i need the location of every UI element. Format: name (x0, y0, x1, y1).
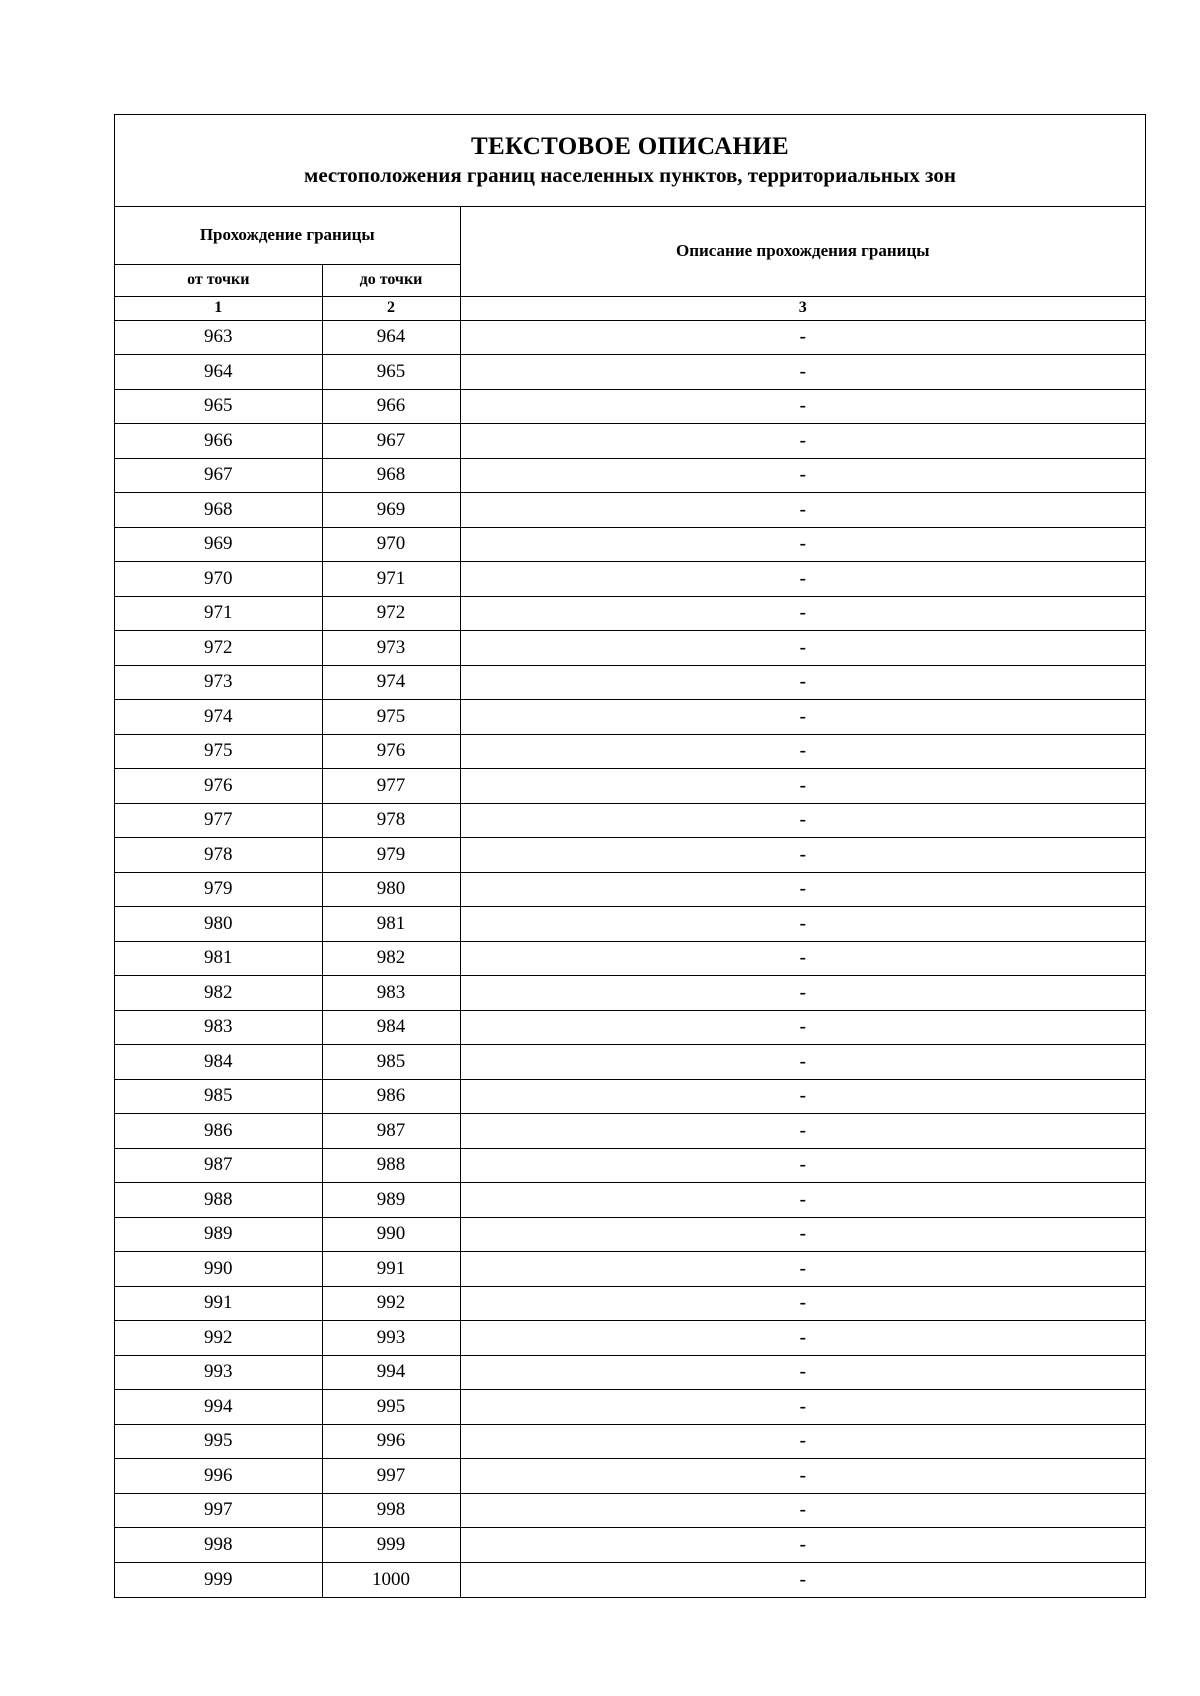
description-cell: - (460, 458, 1145, 493)
to-point-cell: 994 (322, 1355, 460, 1390)
to-point-cell: 966 (322, 389, 460, 424)
from-point-cell: 965 (115, 389, 322, 424)
description-cell: - (460, 734, 1145, 769)
table-row (115, 562, 1145, 597)
header-from-point: от точки (115, 264, 322, 296)
from-point-cell: 977 (115, 803, 322, 838)
table-row (115, 1355, 1145, 1390)
to-point-cell: 976 (322, 734, 460, 769)
to-point-cell: 974 (322, 665, 460, 700)
to-point-cell: 968 (322, 458, 460, 493)
description-cell: - (460, 700, 1145, 735)
from-point-cell: 968 (115, 493, 322, 528)
from-point-cell: 971 (115, 596, 322, 631)
from-point-cell: 999 (115, 1562, 322, 1597)
to-point-cell: 971 (322, 562, 460, 597)
table-row (115, 424, 1145, 459)
column-number-3: 3 (460, 296, 1145, 320)
table-row (115, 1183, 1145, 1218)
table-row (115, 1217, 1145, 1252)
table-row (115, 389, 1145, 424)
from-point-cell: 969 (115, 527, 322, 562)
description-cell: - (460, 596, 1145, 631)
table-row (115, 1252, 1145, 1287)
description-cell: - (460, 769, 1145, 804)
from-point-cell: 985 (115, 1079, 322, 1114)
table-body (115, 320, 1145, 1597)
description-cell: - (460, 1286, 1145, 1321)
to-point-cell: 983 (322, 976, 460, 1011)
from-point-cell: 975 (115, 734, 322, 769)
description-cell: - (460, 803, 1145, 838)
to-point-cell: 969 (322, 493, 460, 528)
column-number-2: 2 (322, 296, 460, 320)
table-row (115, 1286, 1145, 1321)
to-point-cell: 975 (322, 700, 460, 735)
description-cell: - (460, 1459, 1145, 1494)
from-point-cell: 978 (115, 838, 322, 873)
table-row (115, 1390, 1145, 1425)
to-point-cell: 995 (322, 1390, 460, 1425)
description-cell: - (460, 562, 1145, 597)
table-row (115, 1424, 1145, 1459)
from-point-cell: 973 (115, 665, 322, 700)
table-row (115, 527, 1145, 562)
table-row (115, 665, 1145, 700)
table-row (115, 458, 1145, 493)
table-row (115, 1493, 1145, 1528)
table-row (115, 1459, 1145, 1494)
to-point-cell: 982 (322, 941, 460, 976)
description-cell: - (460, 976, 1145, 1011)
from-point-cell: 998 (115, 1528, 322, 1563)
description-cell: - (460, 424, 1145, 459)
from-point-cell: 989 (115, 1217, 322, 1252)
document-title: ТЕКСТОВОЕ ОПИСАНИЕ (471, 133, 789, 160)
description-cell: - (460, 941, 1145, 976)
header-boundary-passage: Прохождение границы (115, 207, 460, 264)
boundary-description-document (114, 114, 1146, 1598)
from-point-cell: 988 (115, 1183, 322, 1218)
from-point-cell: 970 (115, 562, 322, 597)
to-point-cell: 964 (322, 320, 460, 355)
table-header (115, 207, 1145, 320)
to-point-cell: 987 (322, 1114, 460, 1149)
description-cell: - (460, 872, 1145, 907)
column-number-1: 1 (115, 296, 322, 320)
description-cell: - (460, 493, 1145, 528)
header-to-point: до точки (322, 264, 460, 296)
from-point-cell: 993 (115, 1355, 322, 1390)
description-cell: - (460, 389, 1145, 424)
description-cell: - (460, 838, 1145, 873)
table-row (115, 872, 1145, 907)
description-cell: - (460, 1114, 1145, 1149)
to-point-cell: 999 (322, 1528, 460, 1563)
table-row (115, 803, 1145, 838)
table-row (115, 976, 1145, 1011)
to-point-cell: 988 (322, 1148, 460, 1183)
to-point-cell: 984 (322, 1010, 460, 1045)
table-row (115, 907, 1145, 942)
to-point-cell: 992 (322, 1286, 460, 1321)
to-point-cell: 998 (322, 1493, 460, 1528)
table-row (115, 493, 1145, 528)
to-point-cell: 978 (322, 803, 460, 838)
description-cell: - (460, 1010, 1145, 1045)
from-point-cell: 982 (115, 976, 322, 1011)
to-point-cell: 972 (322, 596, 460, 631)
from-point-cell: 972 (115, 631, 322, 666)
to-point-cell: 990 (322, 1217, 460, 1252)
document-subtitle: местоположения границ населенных пунктов, территориальных зон (304, 163, 956, 187)
table-row (115, 1045, 1145, 1080)
description-cell: - (460, 1148, 1145, 1183)
to-point-cell: 996 (322, 1424, 460, 1459)
table-row (115, 596, 1145, 631)
to-point-cell: 993 (322, 1321, 460, 1356)
description-cell: - (460, 665, 1145, 700)
table-row (115, 1079, 1145, 1114)
table-row (115, 1114, 1145, 1149)
to-point-cell: 997 (322, 1459, 460, 1494)
from-point-cell: 980 (115, 907, 322, 942)
from-point-cell: 984 (115, 1045, 322, 1080)
from-point-cell: 995 (115, 1424, 322, 1459)
to-point-cell: 980 (322, 872, 460, 907)
from-point-cell: 987 (115, 1148, 322, 1183)
table-row (115, 1562, 1145, 1597)
table-row (115, 838, 1145, 873)
table-row (115, 769, 1145, 804)
from-point-cell: 963 (115, 320, 322, 355)
table-row (115, 355, 1145, 390)
description-cell: - (460, 907, 1145, 942)
table-row (115, 1148, 1145, 1183)
from-point-cell: 979 (115, 872, 322, 907)
to-point-cell: 967 (322, 424, 460, 459)
from-point-cell: 981 (115, 941, 322, 976)
to-point-cell: 973 (322, 631, 460, 666)
description-cell: - (460, 320, 1145, 355)
description-cell: - (460, 355, 1145, 390)
table-row (115, 1528, 1145, 1563)
from-point-cell: 974 (115, 700, 322, 735)
description-cell: - (460, 1355, 1145, 1390)
description-cell: - (460, 1079, 1145, 1114)
boundary-table (115, 207, 1145, 1597)
to-point-cell: 965 (322, 355, 460, 390)
from-point-cell: 990 (115, 1252, 322, 1287)
from-point-cell: 997 (115, 1493, 322, 1528)
to-point-cell: 986 (322, 1079, 460, 1114)
description-cell: - (460, 527, 1145, 562)
description-cell: - (460, 631, 1145, 666)
description-cell: - (460, 1390, 1145, 1425)
header-description: Описание прохождения границы (460, 207, 1145, 296)
from-point-cell: 983 (115, 1010, 322, 1045)
description-cell: - (460, 1045, 1145, 1080)
description-cell: - (460, 1252, 1145, 1287)
to-point-cell: 989 (322, 1183, 460, 1218)
table-row (115, 941, 1145, 976)
description-cell: - (460, 1528, 1145, 1563)
title-block (115, 115, 1145, 207)
description-cell: - (460, 1321, 1145, 1356)
table-row (115, 631, 1145, 666)
to-point-cell: 985 (322, 1045, 460, 1080)
to-point-cell: 981 (322, 907, 460, 942)
description-cell: - (460, 1217, 1145, 1252)
from-point-cell: 992 (115, 1321, 322, 1356)
to-point-cell: 977 (322, 769, 460, 804)
from-point-cell: 964 (115, 355, 322, 390)
from-point-cell: 976 (115, 769, 322, 804)
table-row (115, 1321, 1145, 1356)
table-row (115, 1010, 1145, 1045)
from-point-cell: 966 (115, 424, 322, 459)
from-point-cell: 994 (115, 1390, 322, 1425)
from-point-cell: 996 (115, 1459, 322, 1494)
to-point-cell: 979 (322, 838, 460, 873)
from-point-cell: 967 (115, 458, 322, 493)
table-row (115, 320, 1145, 355)
table-row (115, 700, 1145, 735)
description-cell: - (460, 1493, 1145, 1528)
description-cell: - (460, 1183, 1145, 1218)
from-point-cell: 986 (115, 1114, 322, 1149)
to-point-cell: 1000 (322, 1562, 460, 1597)
description-cell: - (460, 1424, 1145, 1459)
table-row (115, 734, 1145, 769)
from-point-cell: 991 (115, 1286, 322, 1321)
description-cell: - (460, 1562, 1145, 1597)
to-point-cell: 991 (322, 1252, 460, 1287)
to-point-cell: 970 (322, 527, 460, 562)
